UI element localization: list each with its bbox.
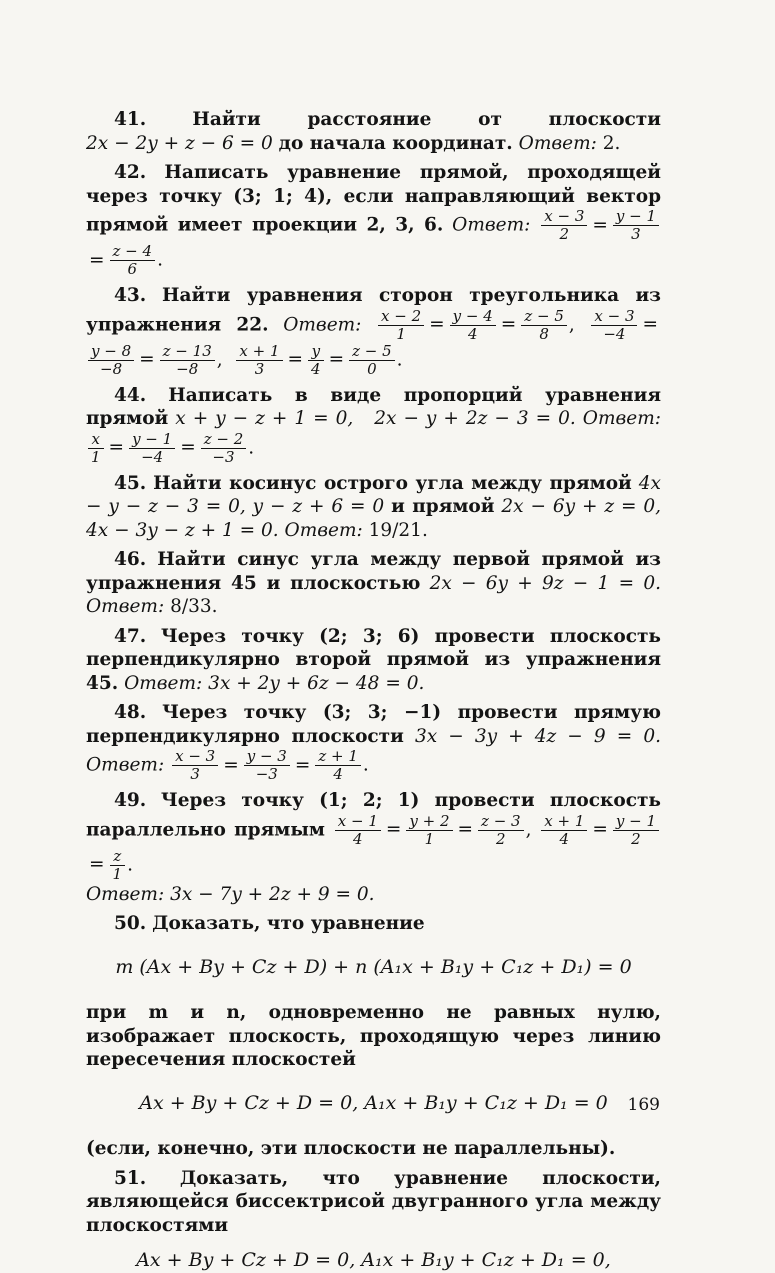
problem-number: 44. <box>114 384 147 406</box>
problem-48: 48. Через точку (3; 3; −1) провести прямую перпендикулярно плоскости 3x − 3y + 4z − 9 = 0. Ответ: $\frac{x - 3}{3}$ = $\frac{y - 3}{-3}$ = $\frac{z + 1}{4}$ . <box>86 702 661 783</box>
problem-text: Найти косинус острого угла между прямой <box>153 472 632 494</box>
answer: 19/21. <box>368 519 428 541</box>
problem-43: 43. Найти уравнения сторон треугольника из упражнения 22. Ответ: $\frac{x - 2}{1}$ = $\frac{y - 4}{4}$ = $\frac{z - 5}{8}$ , $\frac{x - 3}{-4}$ = $\frac{y - 8}{-8}$ = $\frac{z - 13}{-8}$ , $\frac{x + 1}{3}$ = $\frac{y}{4}$ = $\frac{z - 5}{0}$ . <box>86 285 661 378</box>
problem-45 <box>86 472 661 543</box>
problem-text: Через точку (2; 3; 6) провести плоскость перпендикулярно второй прямой из упражнения 45. <box>86 625 661 694</box>
fraction: $\frac{x - 3}{3}$ <box>172 748 218 783</box>
equation: 2x − 6y + z = 0, 4x − 3y − z + 1 = 0. <box>86 496 661 541</box>
answer: 8/33. <box>170 596 218 617</box>
fraction: $\frac{x + 1}{4}$ <box>541 813 587 848</box>
answer: 3x − 7y + 2z + 9 = 0. <box>170 883 375 905</box>
fraction: $\frac{z - 5}{8}$ <box>521 308 567 343</box>
fraction: $\frac{z - 13}{-8}$ <box>160 343 215 378</box>
problem-number: 41. <box>114 109 147 130</box>
display-equation: m (Ax + By + Cz + D) + n (A₁x + B₁y + C₁z + D₁) = 0 <box>115 955 632 978</box>
equation: x + y − z + 1 = 0, <box>175 408 354 429</box>
fraction: $\frac{z}{1}$ <box>110 848 126 883</box>
problem-41 <box>86 108 661 155</box>
equation: 2x − y + 2z − 3 = 0. <box>374 408 576 429</box>
fraction: $\frac{z + 1}{4}$ <box>315 748 361 783</box>
problem-text: Написать в виде пропорций уравнения прямой <box>86 384 661 429</box>
problem-text: Найти синус угла между первой прямой из упражнения 45 и плоскостью <box>86 549 661 594</box>
problem-number: 48. <box>114 702 147 723</box>
problem-number: 43. <box>114 285 147 306</box>
problem-number: 42. <box>114 162 147 183</box>
fraction: $\frac{y - 1}{2}$ <box>613 813 659 848</box>
answer-label: Ответ: <box>518 132 597 154</box>
problem-number: 47. <box>114 625 147 647</box>
fraction: $\frac{y - 1}{3}$ <box>613 208 659 243</box>
page-number: 169 <box>627 1095 660 1115</box>
problem-47 <box>86 625 661 696</box>
fraction: $\frac{x - 2}{1}$ <box>378 308 424 343</box>
problem-text: Написать уравнение прямой, проходящей через точку (3; 1; 4), если направляющий вектор прямой имеет проекции 2, 3, 6. <box>86 162 661 236</box>
fraction: $\frac{y - 1}{-4}$ <box>129 431 175 466</box>
equation: 4x − y − z − 3 = 0, y − z + 6 = 0 <box>86 472 661 517</box>
fraction: $\frac{z - 3}{2}$ <box>478 813 524 848</box>
problem-text: Через точку (3; 3; −1) провести прямую перпендикулярно плоскости <box>86 702 661 747</box>
fraction: $\frac{x}{1}$ <box>88 431 104 466</box>
answer-label: Ответ: <box>452 214 531 236</box>
problem-text: Найти уравнения сторон треугольника из упражнения 22. <box>86 285 661 335</box>
problem-number: 49. <box>114 790 147 811</box>
fraction: $\frac{y - 4}{4}$ <box>450 308 496 343</box>
fraction: $\frac{y - 3}{-3}$ <box>244 748 290 783</box>
answer: 2. <box>602 132 621 154</box>
equation: 3x − 3y + 4z − 9 = 0. <box>414 725 661 747</box>
answer-label: Ответ: <box>86 883 165 905</box>
answer-label: Ответ: <box>86 596 165 617</box>
fraction: $\frac{z - 2}{-3}$ <box>201 431 247 466</box>
problem-number: 50. <box>114 913 147 934</box>
problem-50 <box>86 912 661 936</box>
fraction: $\frac{x - 3}{-4}$ <box>591 308 637 343</box>
problem-text: Найти расстояние от плоскости <box>192 109 661 130</box>
fraction: $\frac{x - 1}{4}$ <box>335 813 381 848</box>
problem-text: Доказать, что уравнение <box>152 913 425 934</box>
problem-text: при m и n, одновременно не равных нулю, изображает плоскость, проходящую через линию пересечения плоскостей <box>86 1002 661 1070</box>
equation: 2x − 2y + z − 6 = 0 <box>86 132 273 154</box>
answer-label: Ответ: <box>86 754 165 776</box>
problem-number: 51. <box>114 1167 147 1189</box>
problem-text: до начала координат. <box>278 132 513 154</box>
problem-text: Через точку (1; 2; 1) провести плоскость параллельно прямым <box>86 790 661 840</box>
answer-label: Ответ: <box>124 672 203 694</box>
fraction: $\frac{x - 3}{2}$ <box>541 208 587 243</box>
problem-42: 42. Написать уравнение прямой, проходящей через точку (3; 1; 4), если направляющий вектор прямой имеет проекции 2, 3, 6. Ответ: $\frac{x - 3}{2}$ = $\frac{y - 1}{3}$ = $\frac{z - 4}{6}$ . <box>86 162 661 278</box>
problem-number: 46. <box>114 549 147 570</box>
answer-label: Ответ: <box>582 408 661 429</box>
display-equation: Ax + By + Cz + D = 0, A₁x + B₁y + C₁z + D₁ = 0 <box>139 1091 608 1114</box>
fraction: $\frac{z - 4}{6}$ <box>110 243 156 278</box>
fraction: $\frac{y}{4}$ <box>308 343 324 378</box>
problem-46 <box>86 548 661 619</box>
problem-text: (если, конечно, эти плоскости не параллельны). <box>86 1138 616 1159</box>
fraction: $\frac{z - 5}{0}$ <box>349 343 395 378</box>
problem-44: 44. Написать в виде пропорций уравнения прямой x + y − z + 1 = 0, 2x − y + 2z − 3 = 0. Ответ: $\frac{x}{1}$ = $\frac{y - 1}{-4}$ = $\frac{z - 2}{-3}$ . <box>86 384 661 466</box>
problem-number: 45. <box>114 472 147 494</box>
answer-label: Ответ: <box>283 314 362 335</box>
display-equation: Ax + By + Cz + D = 0, A₁x + B₁y + C₁z + D₁ = 0, <box>136 1249 611 1271</box>
answer-label: Ответ: <box>284 519 363 541</box>
fraction: $\frac{y - 8}{-8}$ <box>88 343 134 378</box>
fraction: $\frac{x + 1}{3}$ <box>236 343 282 378</box>
problem-text: Доказать, что уравнение плоскости, являющейся биссектрисой двугранного угла между плоскостями <box>86 1167 661 1236</box>
problem-51 <box>86 1167 661 1238</box>
fraction: $\frac{y + 2}{1}$ <box>406 813 452 848</box>
answer: 3x + 2y + 6z − 48 = 0. <box>208 672 425 694</box>
equation: 2x − 6y + 9z − 1 = 0. <box>429 572 661 594</box>
problem-49: 49. Через точку (1; 2; 1) провести плоскость параллельно прямым $\frac{x - 1}{4}$ = $\frac{y + 2}{1}$ = $\frac{z - 3}{2}$ , $\frac{x + 1}{4}$ = $\frac{y - 1}{2}$ = $\frac{z}{1}$ . Ответ: 3x − 7y + 2z + 9 = 0. <box>86 790 661 905</box>
problem-text: и прямой <box>391 496 495 517</box>
